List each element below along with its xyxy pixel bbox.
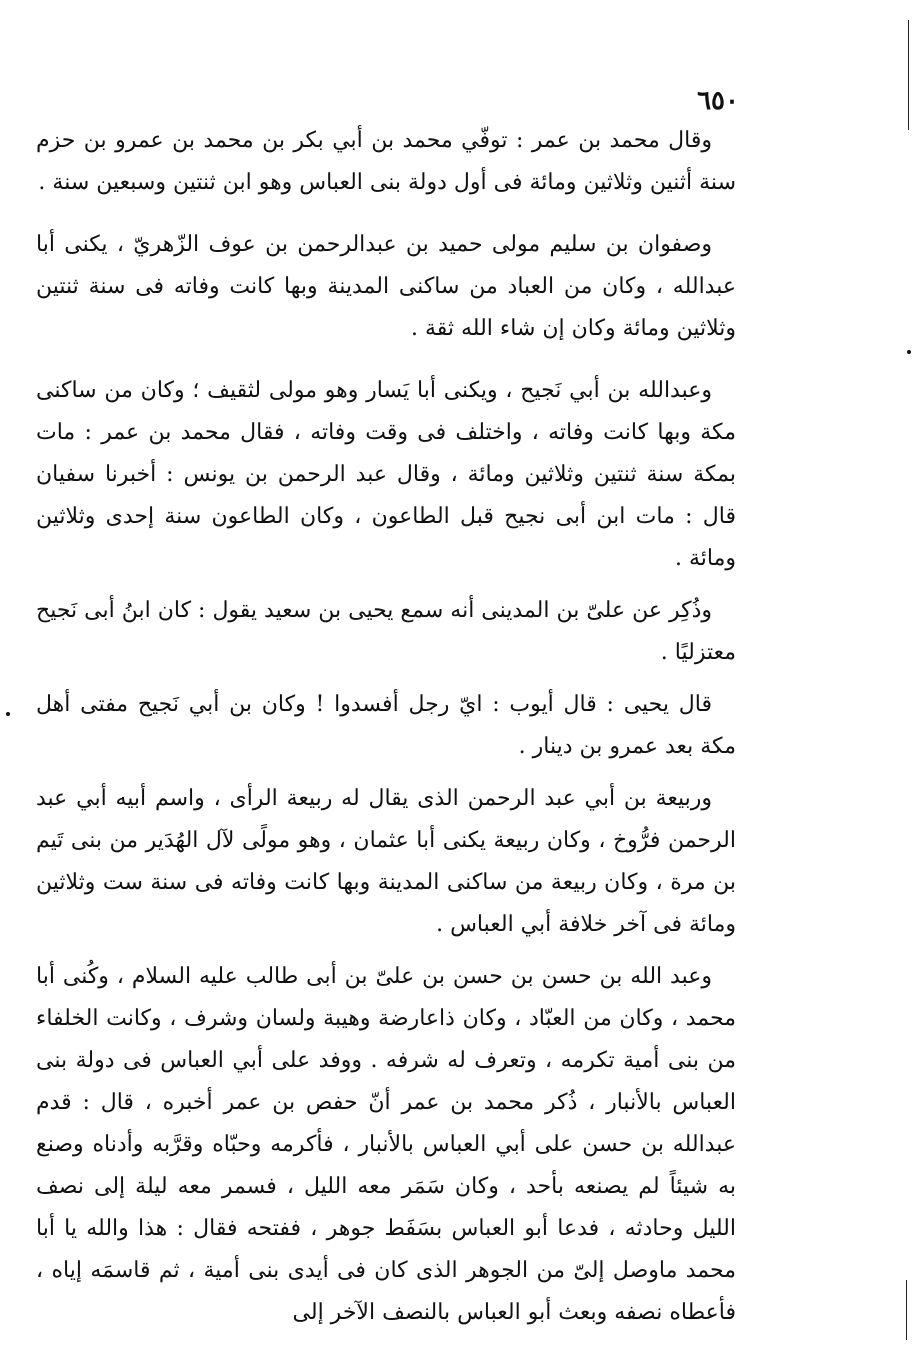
body-text [36, 120, 736, 1344]
page-number: ٦٥٠ [697, 86, 739, 116]
scan-edge-line-bottom [906, 1280, 907, 1340]
paragraph-rabia-al-ray: وربيعة بن أبي عبد الرحمن الذى يقال له ربيعة الرأى ، واسم أبيه أبي عبد الرحمن فرُّوخ ، وكان ربيعة يكنى أبا عثمان ، وهو مولًى لآل الهُدَير من بنى تَيم بن مرة ، وكان ربيعة من ساكنى المدينة وبها كانت وفاته فى سنة ست وثلاثين ومائة فى آخر خلافة أبي العباس . [36, 786, 736, 937]
scan-edge-line-top [908, 20, 909, 130]
paragraph-ali-bin-al-madini: وذُكِر عن علىّ بن المدينى أنه سمع يحيى بن سعيد يقول : كان ابنُ أبى نَجيح معتزليًا . [36, 598, 736, 665]
margin-dot [6, 712, 10, 716]
paragraph-safwan-bin-sulaym: وصفوان بن سليم مولى حميد بن عبدالرحمن بن عوف الزّهريّ ، يكنى أبا عبدالله ، وكان من العباد من ساكنى المدينة وبها كانت وفاته فى سنة ثنتين وثلاثين ومائة وكان إن شاء الله ثقة . [36, 232, 736, 341]
margin-dot [907, 350, 911, 354]
paragraph-abdullah-bin-abi-najih: وعبدالله بن أبي نَجيح ، ويكنى أبا يَسار وهو مولى لثقيف ؛ وكان من ساكنى مكة وبها كانت وفاته ، واختلف فى وقت وفاته ، فقال محمد بن عمر : مات بمكة سنة ثنتين وثلاثين ومائة ، وقال عبد الرحمن بن يونس : أخبرنا سفيان قال : مات ابن أبى نجيح قبل الطاعون ، وكان الطاعون سنة إحدى وثلاثين ومائة . [36, 378, 736, 571]
paragraph-muhammad-bin-abi-bakr: وقال محمد بن عمر : توفّي محمد بن أبي بكر بن محمد بن عمرو بن حزم سنة أثنين وثلاثين ومائة فى أول دولة بنى العباس وهو ابن ثنتين وسبعين سنة . [36, 128, 736, 195]
paragraph-yahya-ayyub: قال يحيى : قال أيوب : ايّ رجل أفسدوا ! وكان بن أبي نَجيح مفتى أهل مكة بعد عمرو بن دينار . [36, 692, 736, 759]
paragraph-abdullah-bin-hasan: وعبد الله بن حسن بن حسن بن علىّ بن أبى طالب عليه السلام ، وكُنى أبا محمد ، وكان من العبّاد ، وكان ذاعارضة وهيبة ولسان وشرف ، وكانت الخلفاء من بنى أمية تكرمه ، وتعرف له شرفه . ووفد على أبي العباس فى دولة بنى العباس بالأنبار ، ذُكر محمد بن عمر أنّ حفص بن عمر أخبره ، قال : قدم عبدالله بن حسن على أبي العباس بالأنبار ، فأكرمه وحبّاه وقرَّبه وأدناه وصنع به شيئاً لم يصنعه بأحد ، وكان سَمَر معه الليل ، فسمر معه ليلة إلى نصف الليل وحادثه ، فدعا أبو العباس بسَفَط جوهر ، ففتحه فقال : هذا والله يا أبا محمد ماوصل إلىّ من الجوهر الذى كان فى أيدى بنى أمية ، ثم قاسمَه إياه ، فأعطاه نصفه وبعث أبو العباس بالنصف الآخر إلى [36, 964, 736, 1325]
